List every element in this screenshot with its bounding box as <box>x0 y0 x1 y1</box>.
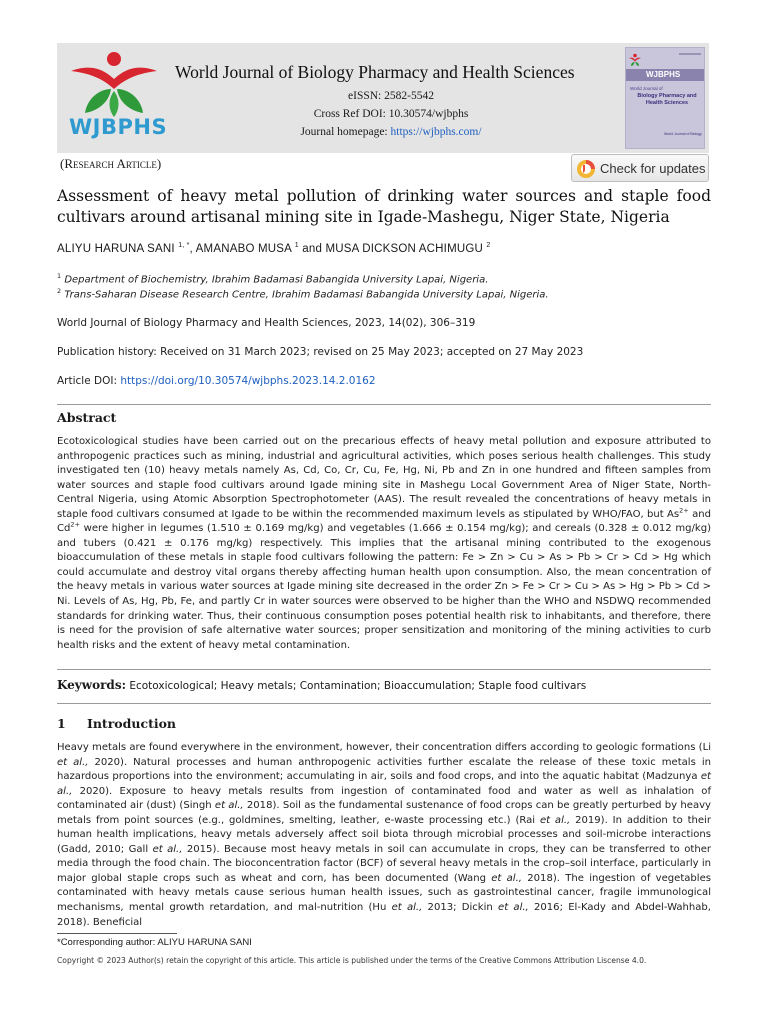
footnote-rule <box>57 933 177 934</box>
author-name: AMANABO MUSA <box>195 242 292 255</box>
eissn: eISSN: 2582-5542 <box>348 90 434 102</box>
introduction-heading: 1 Introduction <box>57 716 177 731</box>
divider <box>57 669 711 670</box>
journal-header <box>57 43 709 153</box>
cover-top-line <box>679 53 701 55</box>
publication-history: Publication history: Received on 31 March 2023; revised on 25 May 2023; accepted on 27 May 2023 <box>57 346 584 358</box>
crossref-doi: Cross Ref DOI: 10.30574/wjbphs <box>313 108 469 120</box>
check-updates-label: Check for updates <box>600 161 706 176</box>
article-title: Assessment of heavy metal pollution of drinking water sources and staple food cultivars around artisanal mining site in Igade-Mashegu, Niger State, Nigeria <box>57 187 711 226</box>
divider <box>57 404 711 405</box>
affiliation-1: $^1$ Department of Biochemistry, Ibrahim Badamasi Babangida University Lapai, Nigeria. <box>57 272 489 286</box>
cover-logo-icon <box>628 53 642 67</box>
logo-figure-icon <box>63 49 165 119</box>
introduction-text: Heavy metals are found everywhere in the environment, however, their concentration differs according to geologic formations (Li et al., 2020). Natural processes and human anthropogenic activities further escalate the release of these toxic metals in hazardous proportions into the environment; accumulating in air, soils and food crops, and into the aquatic habitat (Madzunya et al., 2020). Exposure to heavy metals results from ingestion of contaminated food and water as well as inhalation of contaminated air (dust) (Singh et al., 2018). Soil as the fundamental sustenance of food crops can be greatly perturbed by heavy metals from point sources (e.g., goldmines, smelting, leather, e-waste processing etc.) (Rai et al., 2019). In addition to their human health implications, heavy metals adversely affect soil biota through microbial processes and soil-microbe interactions (Gadd, 2010; Gall et al., 2015). Because most heavy metals in soil can accumulate in crops, they can be transferred to other media through the food chain. The bioconcentration factor (BCF) of several heavy metals in the crop–soil interface, particularly in major global staple crops such as wheat and corn, has been documented (Wang et al., 2018). The ingestion of vegetables contaminated with heavy metals cause serious human health issues, such as gastrointestinal cancer, fragile immunological mechanisms, mental growth retardation, and mal-nutrition (Hu et al., 2013; Dickin et al., 2016; El-Kady and Abdel-Wahhab, 2018). Beneficial <box>57 742 712 928</box>
author-sup: 1 <box>294 242 299 249</box>
author-list <box>57 242 491 255</box>
author-sup: 1, * <box>178 242 190 249</box>
corresponding-author: *Corresponding author: ALIYU HARUNA SANI <box>57 937 252 948</box>
cover-subtitle: Biology Pharmacy and Health Sciences <box>637 93 697 106</box>
copyright-notice: Copyright © 2023 Author(s) retain the copyright of this article. This article is published under the terms of the Creative Commons Attribution Liscense 4.0. <box>57 956 647 965</box>
affiliation-2: $^2$ Trans-Saharan Disease Research Centre, Ibrahim Badamasi Babangida University Lapai, Nigeria. <box>57 287 549 301</box>
author-name: ALIYU HARUNA SANI <box>57 242 175 255</box>
journal-homepage <box>175 126 607 138</box>
divider <box>57 703 711 704</box>
article-type: (Research Article) <box>60 156 162 171</box>
keywords: Keywords: Ecotoxicological; Heavy metals; Contamination; Bioaccumulation; Staple food cultivars <box>57 678 587 692</box>
cover-abbr: WJBPHS <box>646 70 681 79</box>
doi-link[interactable]: https://doi.org/10.30574/wjbphs.2023.14.2.0162 <box>120 375 376 387</box>
author-sep: and <box>298 242 326 255</box>
author-name: MUSA DICKSON ACHIMUGU <box>325 242 484 255</box>
abstract-text: Ecotoxicological studies have been carried out on the precarious effects of heavy metal pollution and exposure attributed to anthropogenic practices such as mining, industrial and agricultural activities, which poses serious health challenges. This study investigated ten (10) heavy metals namely As, Cd, Co, Cr, Cu, Fe, Hg, Ni, Pb and Zn in one hundred and fifteen samples from water sources and staple food cultivars around Igade mining site in Mashegu Local Government Area of Niger State, North-Central Nigeria, using Atomic Absorption Spectrophotometer (AAS). The result revealed the concentrations of heavy metals in staple food cultivars consumed at Igade to be within the recommended maximum levels as stipulated by WHO/FAO, but $As^{2+}$ and $Cd^{2+}$ were higher in legumes (1.510 ± 0.169 mg/kg) and vegetables (1.666 ± 0.154 mg/kg); and cereals (0.328 ± 0.012 mg/kg) and tubers (0.421 ± 0.176 mg/kg) respectively. This implies that the artisanal mining contributed to the exogenous bioaccumulation of these metals in staple food cultivars following the pattern: Fe > Zn > Cu > As > Pb > Cr > Cd > Hg which could accumulate and destroy vital organs thereby affecting human health upon consumption. Also, the mean concentration of the heavy metals in various water sources at Igade mining site decreased in the order Zn > Fe > Cr > Cu > As > Hg > Pb > Cd > Ni. Levels of As, Hg, Pb, Fe, and partly Cr in water sources were observed to be higher than the WHO and NSDWQ recommended standards for drinking water. Thus, their continuous consumption poses potential health risk to inhabitants, and therefore, there is need for the provision of safe alternative water sources; proper sensitization and monitoring of the mining activities to curb health risks and the extent of heavy metal contamination. <box>57 436 711 651</box>
homepage-link[interactable]: https://wjbphs.com/ <box>390 126 482 138</box>
cover-footer: World Journal of Biology <box>664 132 702 136</box>
check-for-updates-button[interactable] <box>571 154 709 182</box>
journal-title: World Journal of Biology Pharmacy and Health Sciences <box>175 62 575 82</box>
check-updates-icon <box>576 159 596 179</box>
homepage-label: Journal homepage: <box>300 126 391 138</box>
author-sep: , <box>189 242 196 255</box>
logo-text: WJBPHS <box>69 115 168 139</box>
article-doi: Article DOI: https://doi.org/10.30574/wjbphs.2023.14.2.0162 <box>57 375 376 387</box>
citation: World Journal of Biology Pharmacy and Health Sciences, 2023, 14(02), 306–319 <box>57 317 476 329</box>
abstract-heading: Abstract <box>57 410 117 425</box>
cover-subtitle-small: World Journal of <box>630 86 663 91</box>
journal-cover-thumbnail <box>625 47 705 149</box>
author-sup: 2 <box>486 242 491 249</box>
